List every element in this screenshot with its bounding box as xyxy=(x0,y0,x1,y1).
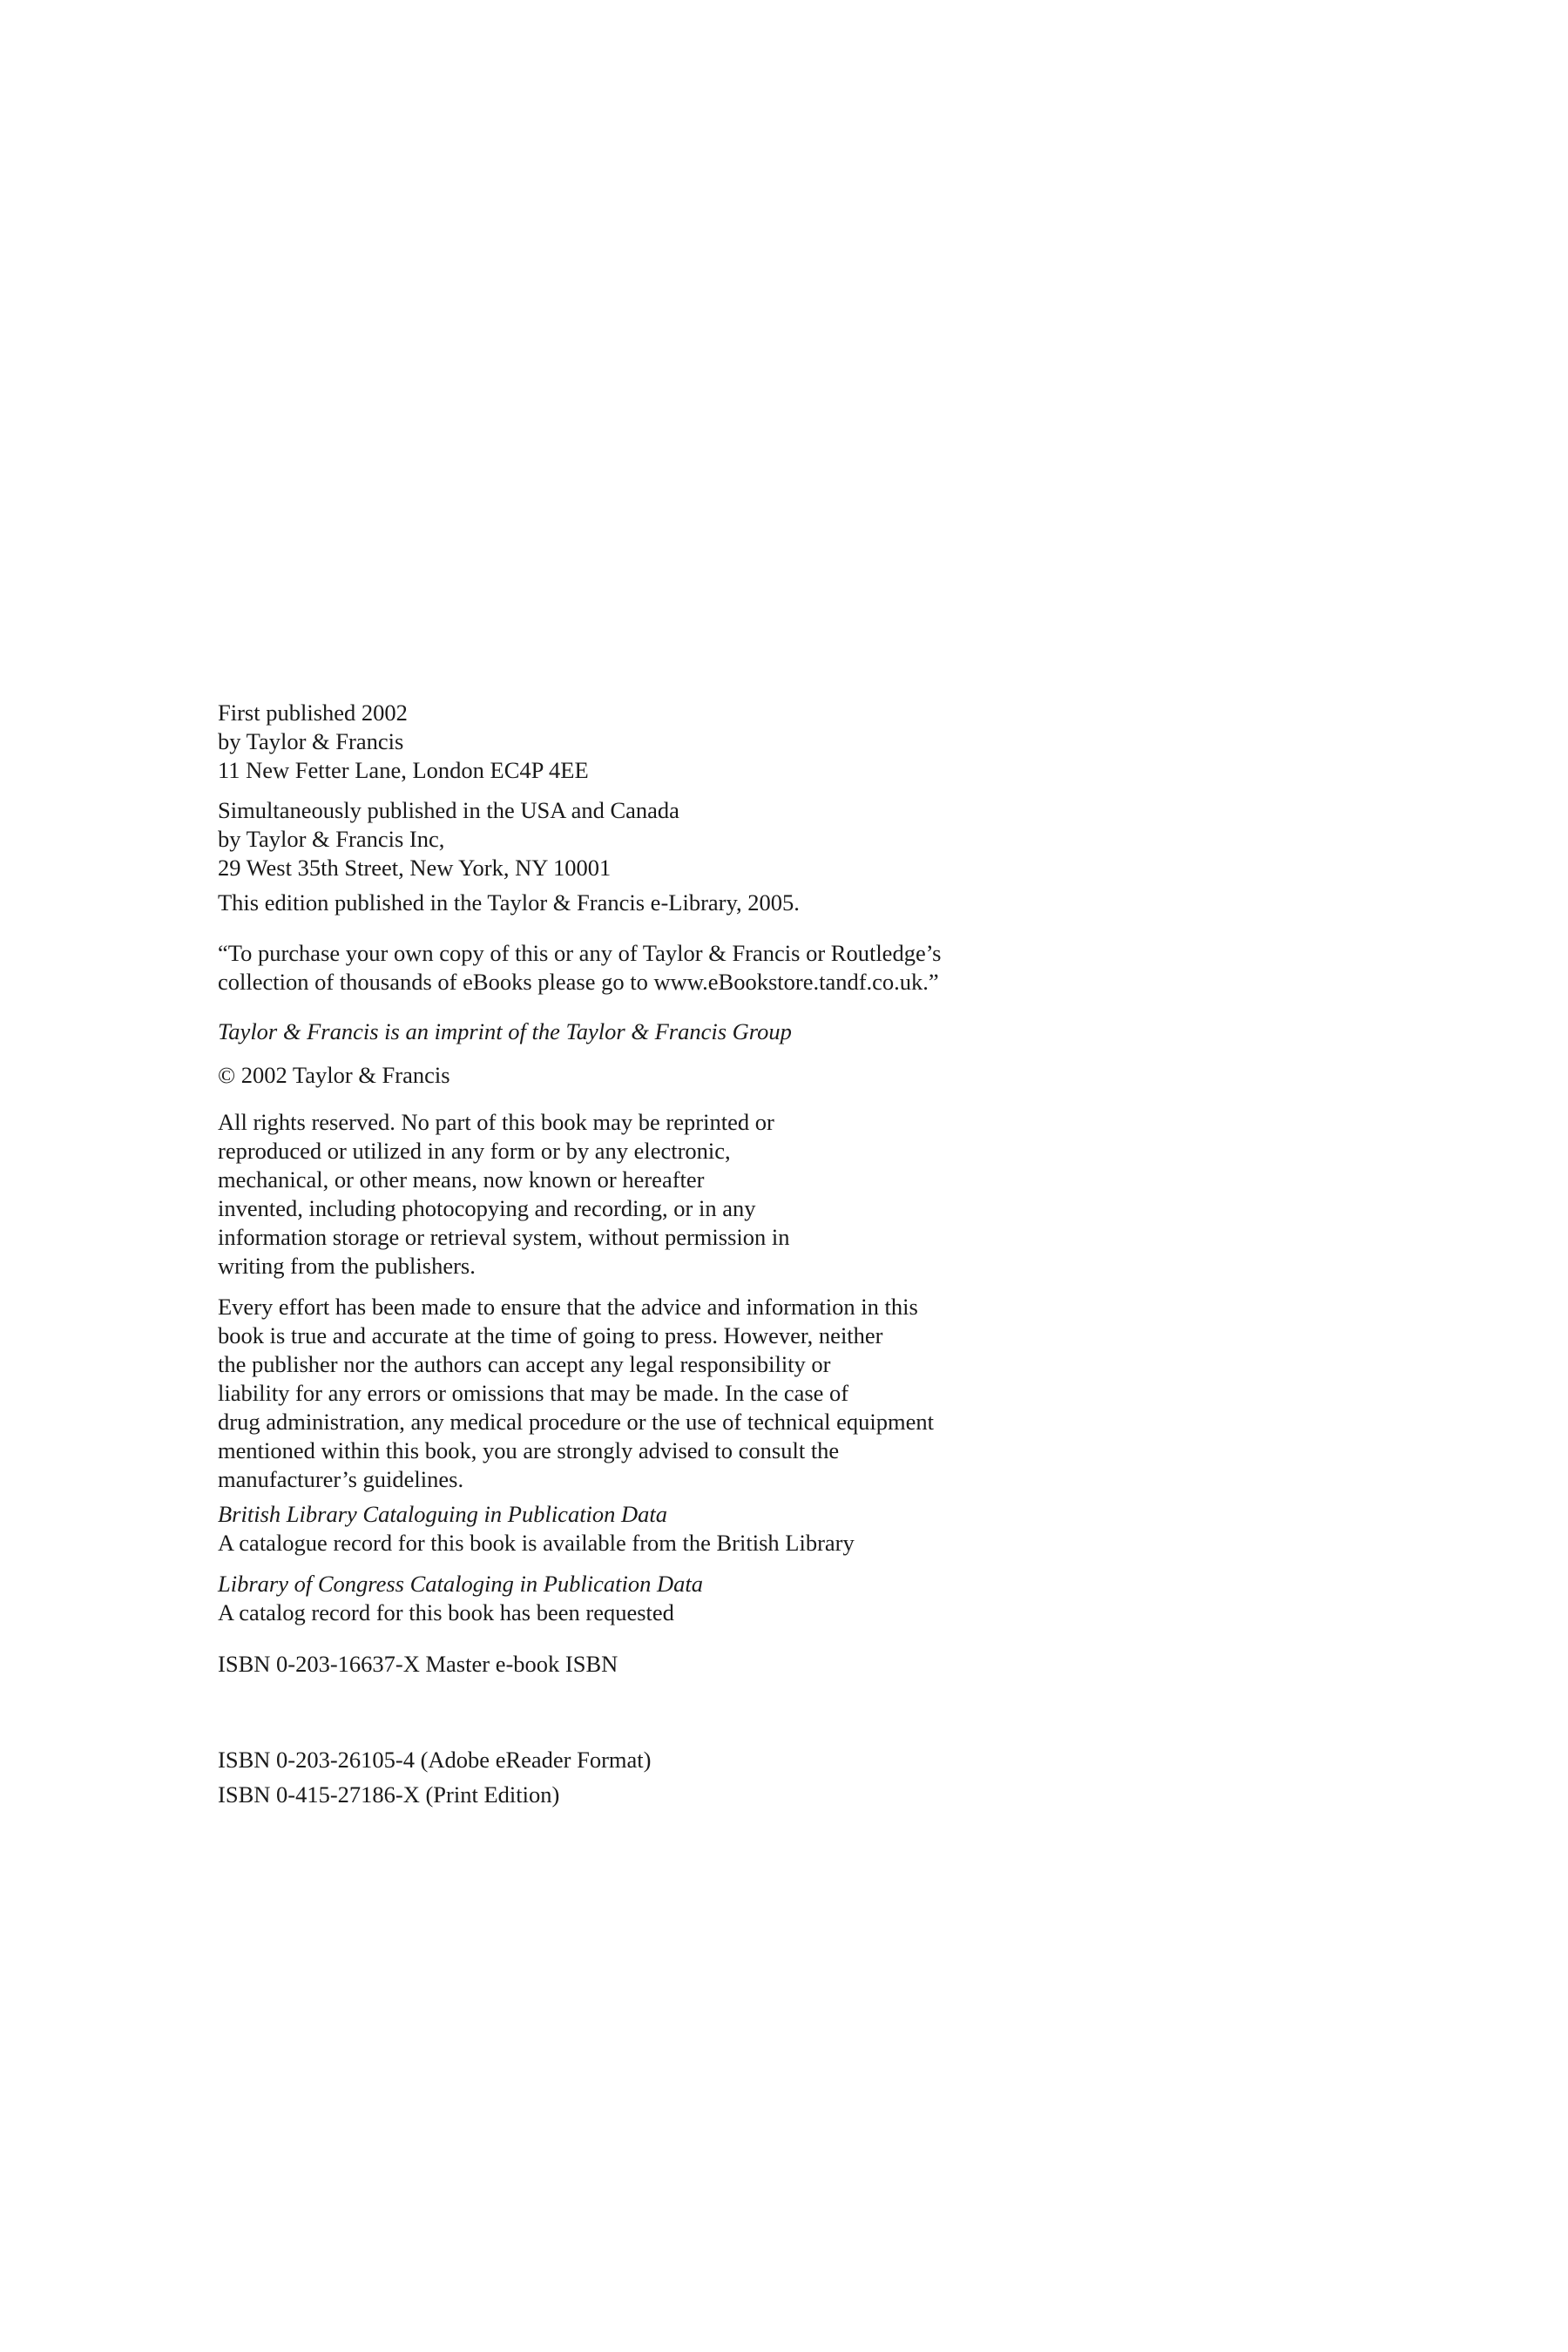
disclaimer-line: book is true and accurate at the time of going to press. However, neither xyxy=(218,1322,883,1348)
british-library-heading: British Library Cataloguing in Publication Data xyxy=(218,1501,668,1527)
copyright-block xyxy=(218,1061,1437,1090)
usa-publisher-line: by Taylor & Francis Inc, xyxy=(218,826,445,852)
publisher-address-line: 11 New Fetter Lane, London EC4P 4EE xyxy=(218,757,589,783)
rights-reserved-line: information storage or retrieval system, without permission in xyxy=(218,1224,790,1250)
copyright-notice: © 2002 Taylor & Francis xyxy=(218,1062,450,1088)
first-published-block xyxy=(218,699,1437,785)
usa-canada-block xyxy=(218,796,1437,882)
rights-reserved-line: writing from the publishers. xyxy=(218,1253,476,1279)
isbn-adobe-block xyxy=(218,1746,1437,1774)
disclaimer-line: drug administration, any medical procedure or the use of technical equipment xyxy=(218,1409,934,1435)
rights-reserved-line: reproduced or utilized in any form or by any electronic, xyxy=(218,1138,731,1164)
usa-address-line: 29 West 35th Street, New York, NY 10001 xyxy=(218,855,612,881)
disclaimer-line: manufacturer’s guidelines. xyxy=(218,1466,464,1492)
imprint-note-block xyxy=(218,1017,1437,1046)
disclaimer-block xyxy=(218,1293,1437,1494)
library-of-congress-block xyxy=(218,1570,1437,1627)
british-library-block xyxy=(218,1500,1437,1558)
rights-reserved-block xyxy=(218,1108,1437,1281)
isbn-print: ISBN 0-415-27186-X (Print Edition) xyxy=(218,1781,560,1808)
first-published-line: First published 2002 xyxy=(218,700,408,726)
publisher-name-line: by Taylor & Francis xyxy=(218,728,404,754)
isbn-print-block xyxy=(218,1781,1437,1809)
rights-reserved-line: mechanical, or other means, now known or hereafter xyxy=(218,1166,705,1193)
elibrary-edition-block xyxy=(218,889,1437,917)
elibrary-edition-line: This edition published in the Taylor & Francis e-Library, 2005. xyxy=(218,889,800,916)
disclaimer-line: Every effort has been made to ensure that the advice and information in this xyxy=(218,1294,918,1320)
imprint-note: Taylor & Francis is an imprint of the Taylor & Francis Group xyxy=(218,1018,792,1044)
isbn-adobe: ISBN 0-203-26105-4 (Adobe eReader Format) xyxy=(218,1747,652,1773)
library-of-congress-heading: Library of Congress Cataloging in Publication Data xyxy=(218,1571,704,1597)
british-library-text: A catalogue record for this book is available from the British Library xyxy=(218,1530,855,1556)
rights-reserved-line: All rights reserved. No part of this book may be reprinted or xyxy=(218,1109,774,1135)
disclaimer-line: mentioned within this book, you are strongly advised to consult the xyxy=(218,1437,840,1463)
ebook-purchase-line: “To purchase your own copy of this or any of Taylor & Francis or Routledge’s xyxy=(218,940,942,966)
ebook-purchase-block xyxy=(218,939,1437,997)
disclaimer-line: the publisher nor the authors can accept any legal responsibility or xyxy=(218,1351,831,1377)
isbn-master: ISBN 0-203-16637-X Master e-book ISBN xyxy=(218,1651,618,1677)
usa-canada-line: Simultaneously published in the USA and Canada xyxy=(218,797,679,823)
isbn-master-block xyxy=(218,1650,1437,1679)
disclaimer-line: liability for any errors or omissions that may be made. In the case of xyxy=(218,1380,849,1406)
ebook-purchase-line: collection of thousands of eBooks please go to www.eBookstore.tandf.co.uk.” xyxy=(218,969,939,995)
library-of-congress-text: A catalog record for this book has been requested xyxy=(218,1599,674,1625)
rights-reserved-line: invented, including photocopying and recording, or in any xyxy=(218,1195,756,1221)
